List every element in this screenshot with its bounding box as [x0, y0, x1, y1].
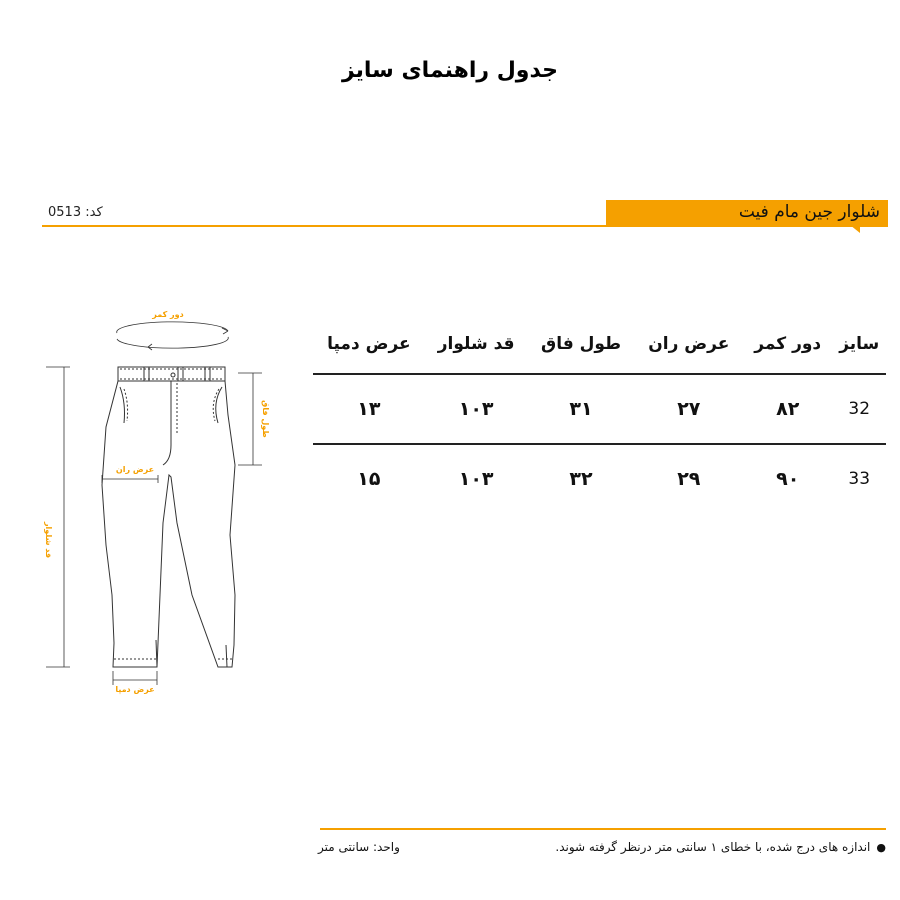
- product-name: شلوار جین مام فیت: [738, 202, 880, 222]
- cell-length: ۱۰۳: [458, 468, 494, 490]
- header-rise: طول فاق: [528, 314, 635, 374]
- length-label: قد شلوار: [44, 521, 53, 559]
- header-thigh: عرض ران: [635, 314, 743, 374]
- header-waist: دور کمر: [743, 314, 832, 374]
- pants-sketch: [30, 295, 290, 705]
- hem-label: عرض دمپا: [115, 685, 155, 694]
- pants-outline: [102, 367, 235, 667]
- waist-arrow-top: [117, 322, 228, 333]
- cell-rise: ۳۲: [569, 468, 593, 490]
- pants-diagram: [30, 295, 290, 705]
- header-length: قد شلوار: [425, 314, 528, 374]
- waist-arrow-bottom: [117, 337, 228, 348]
- cell-thigh: ۲۷: [635, 374, 743, 444]
- unit-text: واحد: سانتی متر: [318, 840, 400, 854]
- page-title: جدول راهنمای سایز: [341, 58, 559, 83]
- rise-label: طول فاق: [261, 400, 270, 438]
- product-code-label: کد:: [85, 205, 103, 220]
- product-divider: [42, 225, 888, 227]
- product-code-value: 0513: [48, 205, 82, 220]
- cell-size: 33: [848, 469, 871, 489]
- waist-label: دور کمر: [152, 310, 184, 319]
- cell-rise: ۳۱: [528, 374, 635, 444]
- cell-length: ۱۰۳: [425, 374, 528, 444]
- table-row: [313, 444, 886, 513]
- cell-thigh: ۲۹: [677, 468, 701, 490]
- cell-hem: ۱۳: [313, 374, 425, 444]
- cell-waist: ۸۲: [743, 374, 832, 444]
- bullet-icon: ●: [876, 841, 886, 854]
- table-header-row: [313, 314, 886, 374]
- cell-hem: ۱۵: [357, 468, 381, 490]
- footer-divider: [320, 828, 886, 830]
- product-code: [48, 205, 103, 220]
- table-row: [313, 374, 886, 444]
- header-size: سایز: [832, 314, 886, 374]
- header-hem: عرض دمپا: [313, 314, 425, 374]
- footer-note: [555, 840, 886, 854]
- cell-waist: ۹۰: [776, 468, 800, 490]
- size-table: [313, 314, 886, 513]
- footer-note-text: اندازه های درج شده، با خطای ۱ سانتی متر درنظر گرفته شوند.: [555, 840, 871, 854]
- cell-size: 32: [832, 374, 886, 444]
- product-name-tab: [606, 200, 888, 225]
- thigh-label: عرض ران: [115, 465, 155, 474]
